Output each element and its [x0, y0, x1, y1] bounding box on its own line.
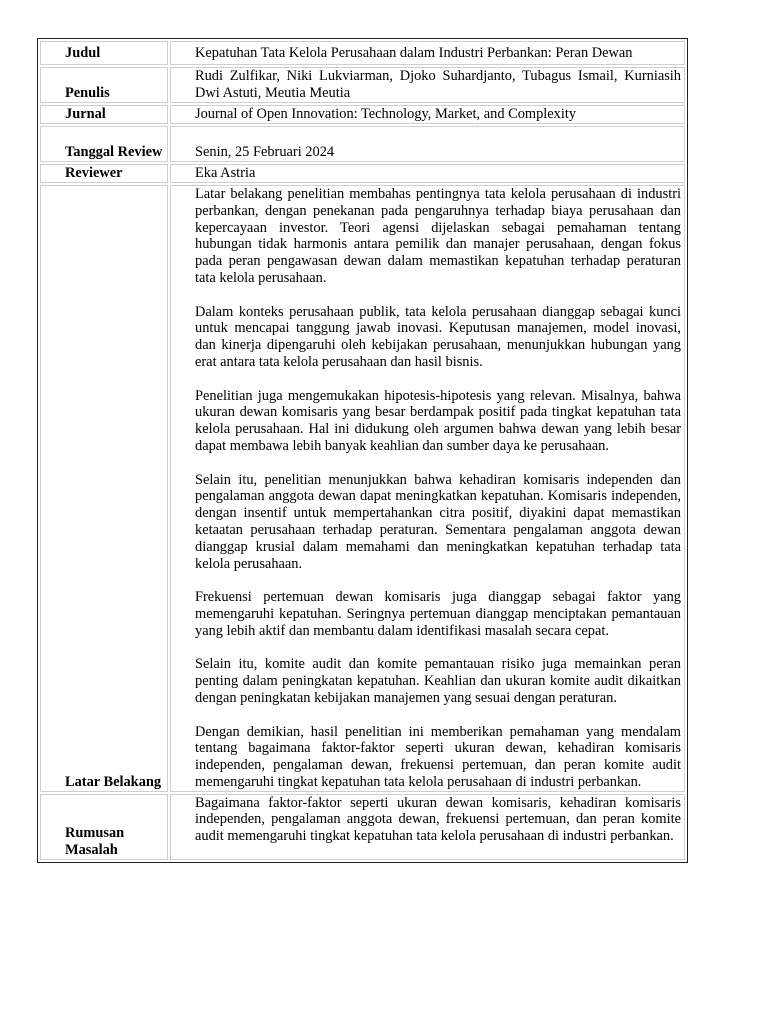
- label-judul: Judul: [40, 41, 168, 65]
- label-tanggal-review: Tanggal Review: [40, 126, 168, 162]
- value-penulis: Rudi Zulfikar, Niki Lukviarman, Djoko Suhardjanto, Tubagus Ismail, Kurniasih Dwi Astuti, Meutia Meutia: [170, 67, 685, 103]
- row-tanggal-review: [40, 126, 685, 162]
- latar-paragraph: Selain itu, penelitian menunjukkan bahwa kehadiran komisaris independen dan pengalaman anggota dewan dapat meningkatkan kepatuhan. Komisaris independen, dengan insentif untuk mempertahankan citra positif, diyakini dapat memastikan ketaatan perusahaan terhadap peraturan. Sementara pengalaman anggota dewan dianggap krusial dalam memahami dan meningkatkan kepatuhan terhadap tata kelola perusahaan.: [195, 471, 681, 572]
- review-table: [37, 38, 688, 863]
- latar-paragraph: Latar belakang penelitian membahas pentingnya tata kelola perusahaan di industri perbankan, dengan penekanan pada pengaruhnya terhadap biaya perusahaan dan kepercayaan investor. Teori agensi dijelaskan sebagai pemahaman tentang hubungan tidak harmonis antara pemilik dan manajer perusahaan, dengan fokus pada peran pengawasan dewan dalam memastikan kepatuhan terhadap peraturan tata kelola perusahaan.: [195, 186, 681, 286]
- value-reviewer: Eka Astria: [170, 164, 685, 183]
- label-latar-belakang: Latar Belakang: [40, 185, 168, 792]
- latar-paragraph: Penelitian juga mengemukakan hipotesis-hipotesis yang relevan. Misalnya, bahwa ukuran dewan komisaris yang besar berdampak positif pada tingkat kepatuhan tata kelola perusahaan. Hal ini didukung oleh argumen bahwa dewan yang lebih besar dapat membawa lebih banyak keahlian dan sumber daya ke perusahaan.: [195, 387, 681, 454]
- row-latar-belakang: [40, 185, 685, 792]
- label-jurnal: Jurnal: [40, 105, 168, 124]
- latar-paragraph: Dengan demikian, hasil penelitian ini memberikan pemahaman yang mendalam tentang bagaimana faktor-faktor seperti ukuran dewan, kehadiran komisaris independen, pengalaman dewan, frekuensi pertemuan, dan peran komite audit memengaruhi tingkat kepatuhan tata kelola perusahaan di industri perbankan.: [195, 723, 681, 790]
- row-penulis: [40, 67, 685, 103]
- row-rumusan-masalah: [40, 794, 685, 860]
- latar-paragraph: Frekuensi pertemuan dewan komisaris juga dianggap sebagai faktor yang memengaruhi kepatuhan. Seringnya pertemuan dianggap menciptakan pemantauan yang lebih aktif dan membantu dalam identifikasi masalah secara cepat.: [195, 589, 681, 639]
- label-rumusan-masalah: Rumusan Masalah: [40, 794, 168, 860]
- latar-paragraph: Selain itu, komite audit dan komite pemantauan risiko juga memainkan peran penting dalam peningkatan kepatuhan. Keahlian dan ukuran komite audit dikaitkan dengan peningkatan kebijakan manajemen yang sesuai dengan peraturan.: [195, 656, 681, 706]
- row-judul: [40, 41, 685, 65]
- row-reviewer: [40, 164, 685, 183]
- latar-paragraph: Dalam konteks perusahaan publik, tata kelola perusahaan dianggap sebagai kunci untuk mencapai tanggung jawab inovasi. Keputusan manajemen, model inovasi, dan kinerja dipengaruhi oleh kebijakan perusahaan, menunjukkan hubungan yang erat antara tata kelola perusahaan dan hasil bisnis.: [195, 303, 681, 370]
- value-rumusan-masalah: Bagaimana faktor-faktor seperti ukuran dewan komisaris, kehadiran komisaris independen, pengalaman anggota dewan, frekuensi pertemuan, dan peran komite audit memengaruhi tingkat kepatuhan tata kelola perusahaan di industri perbankan.: [170, 794, 685, 860]
- label-penulis: Penulis: [40, 67, 168, 103]
- value-latar-belakang: [170, 185, 685, 792]
- value-judul: Kepatuhan Tata Kelola Perusahaan dalam Industri Perbankan: Peran Dewan: [170, 41, 685, 65]
- value-jurnal: Journal of Open Innovation: Technology, Market, and Complexity: [170, 105, 685, 124]
- value-tanggal-review: Senin, 25 Februari 2024: [170, 126, 685, 162]
- row-jurnal: [40, 105, 685, 124]
- label-reviewer: Reviewer: [40, 164, 168, 183]
